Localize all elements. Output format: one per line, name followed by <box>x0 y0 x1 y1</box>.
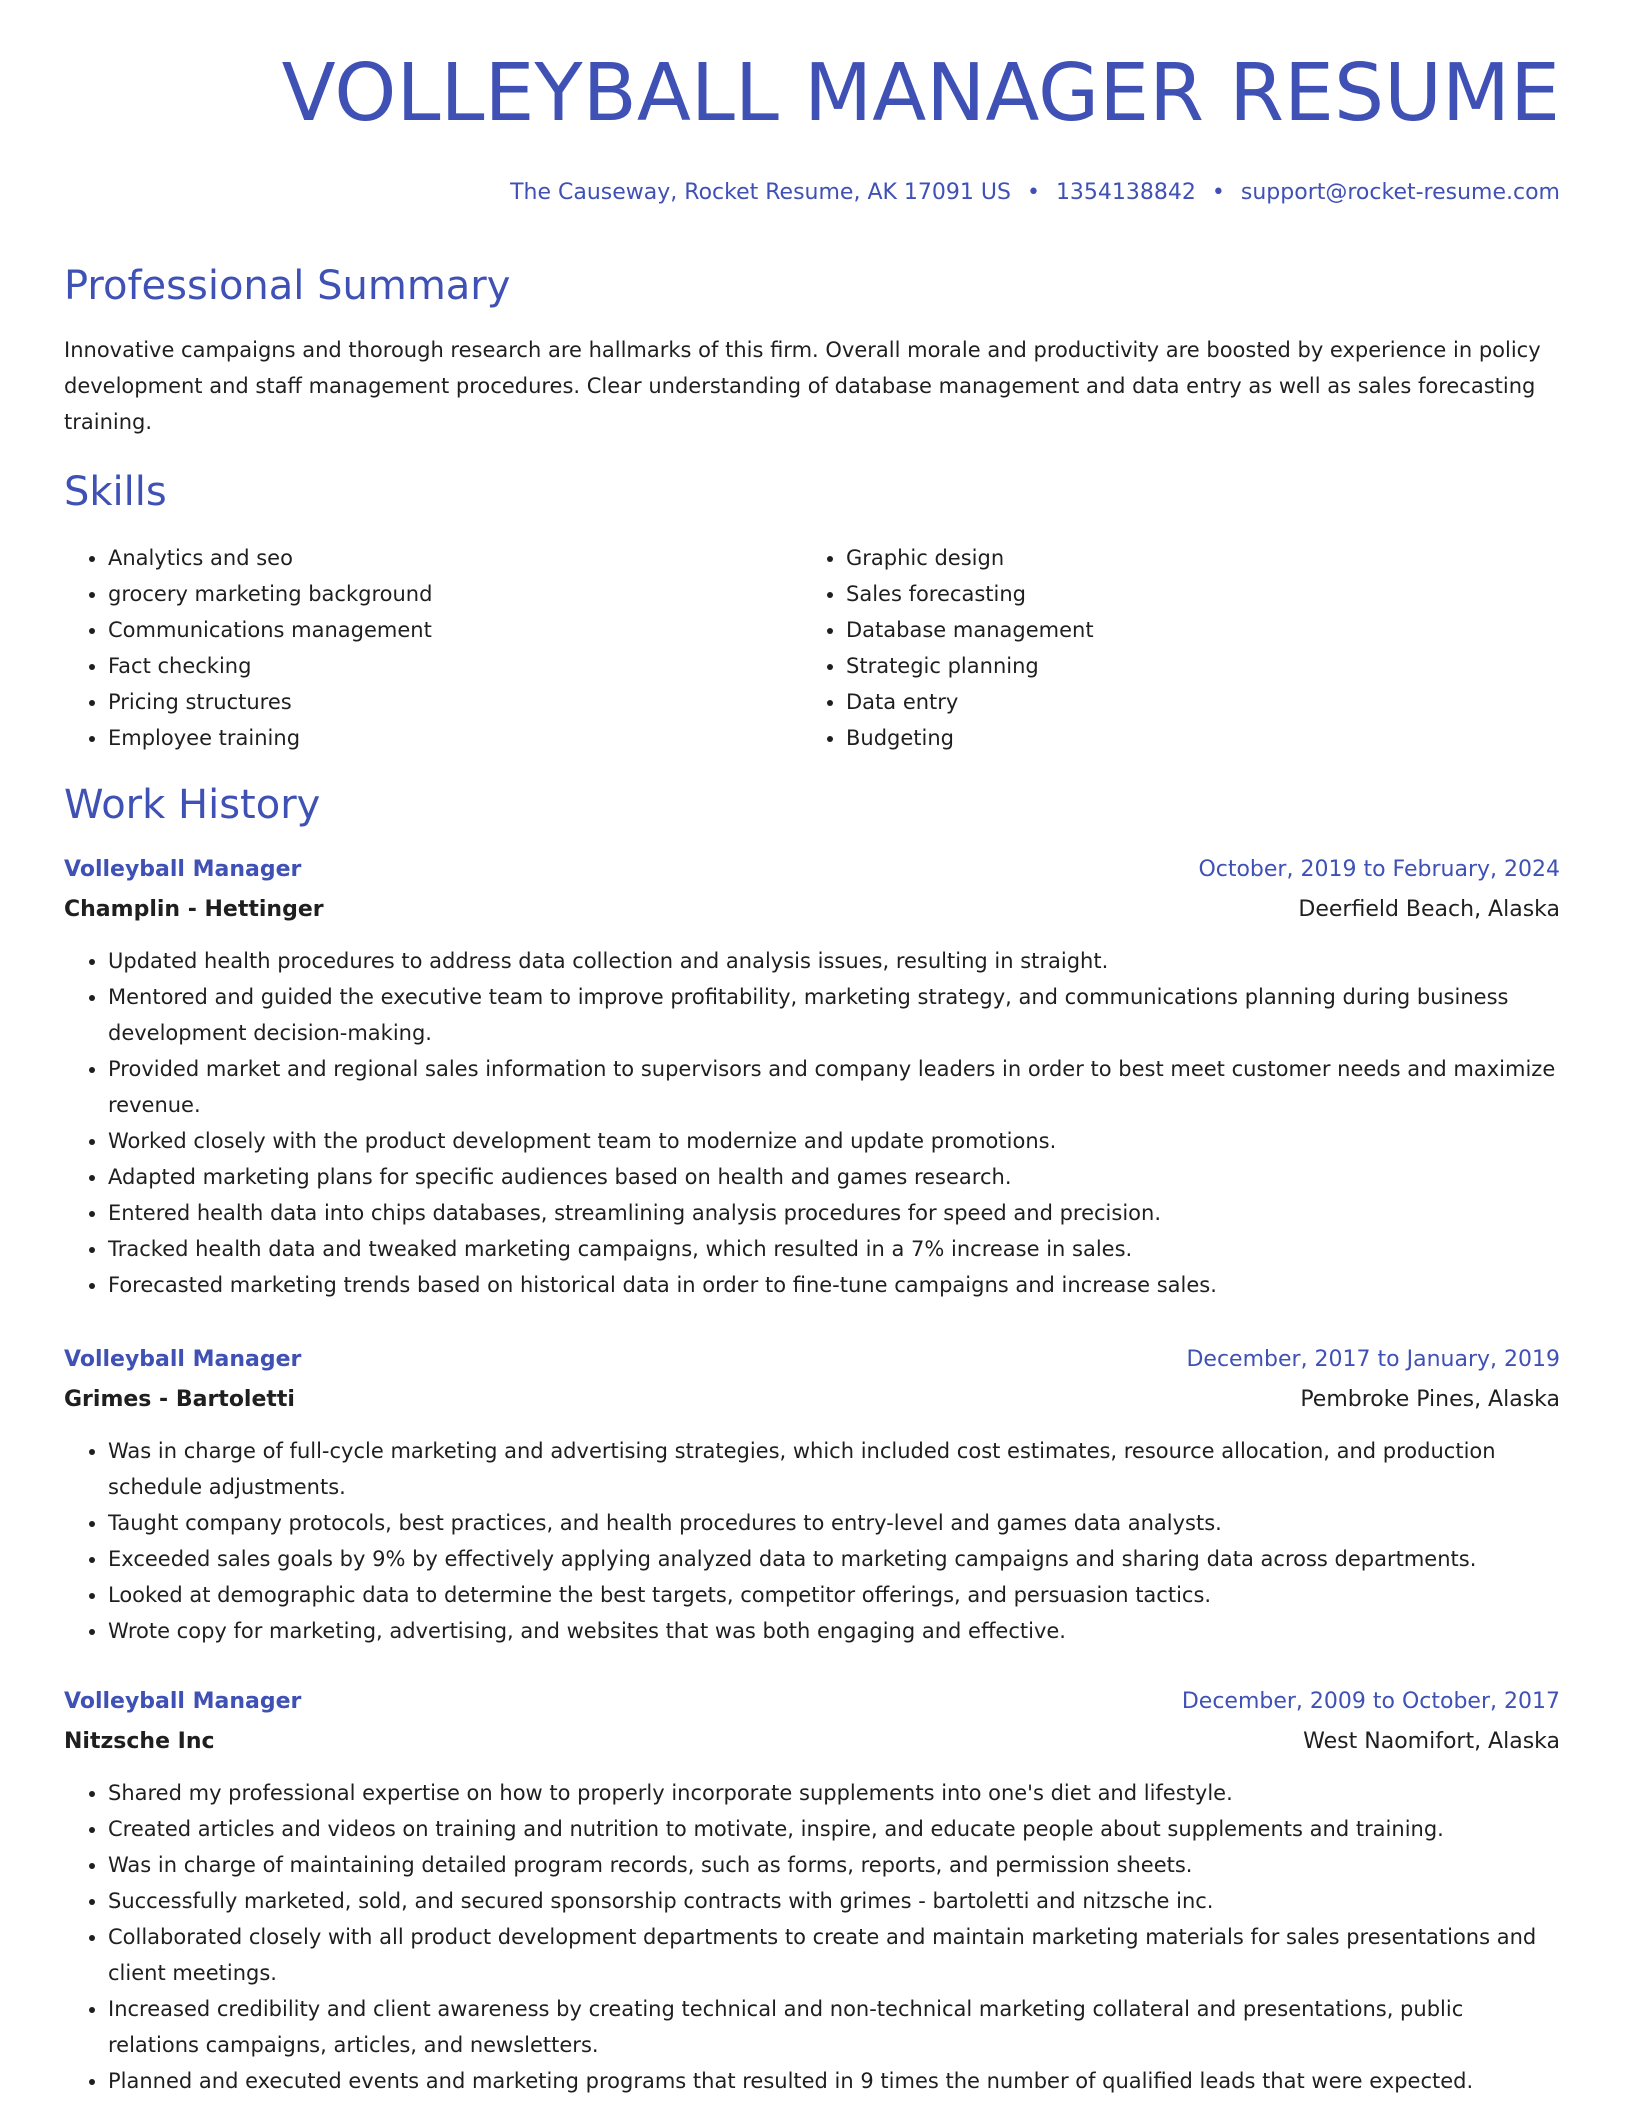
job-location: Pembroke Pines, Alaska <box>1300 1387 1560 1412</box>
job-bullet: • Planned and executed events and marketing programs that resulted in 9 times the number of qualified leads that were expected. <box>108 2063 1560 2099</box>
job-bullet: • Created articles and videos on training and nutrition to motivate, inspire, and educate people about supplements and training. <box>108 1811 1560 1847</box>
work-history-heading: Work History <box>64 782 321 828</box>
job-bullets <box>64 943 1560 1303</box>
job-bullet: • Successfully marketed, sold, and secured sponsorship contracts with grimes - bartoletti and nitzsche inc. <box>108 1883 1560 1919</box>
job-bullet: • Forecasted marketing trends based on historical data in order to fine-tune campaigns and increase sales. <box>108 1267 1560 1303</box>
job-location: West Naomifort, Alaska <box>1303 1729 1560 1754</box>
job-bullet: • Adapted marketing plans for specific audiences based on health and games research. <box>108 1159 1560 1195</box>
skill-item: • Data entry <box>846 684 1094 720</box>
job-bullet: • Provided market and regional sales information to supervisors and company leaders in order to best meet customer needs and maximize revenue. <box>108 1051 1560 1123</box>
job-company: Champlin - Hettinger <box>64 897 324 922</box>
job-title: Volleyball Manager <box>64 857 302 882</box>
job-bullet: • Updated health procedures to address data collection and analysis issues, resulting in straight. <box>108 943 1560 979</box>
job-title: Volleyball Manager <box>64 1689 302 1714</box>
job-company-row <box>64 1387 1560 1427</box>
job-header-row <box>64 1689 1560 1729</box>
job-title: Volleyball Manager <box>64 1347 302 1372</box>
job-header-row <box>64 1347 1560 1387</box>
contact-separator: • <box>1026 180 1040 205</box>
job-company-row <box>64 1729 1560 1769</box>
skills-column-left <box>64 540 432 756</box>
job-bullets <box>64 1775 1560 2099</box>
skill-item: • grocery marketing background <box>108 576 432 612</box>
contact-phone[interactable]: 1354138842 <box>1055 180 1196 205</box>
professional-summary-text: Innovative campaigns and thorough research are hallmarks of this firm. Overall morale and productivity are boosted by experience in policy development and staff management procedures. Clear understanding of database management and data entry as well as sales forecasting training. <box>64 338 1541 434</box>
contact-email[interactable]: support@rocket-resume.com <box>1240 180 1560 205</box>
job-company-row <box>64 897 1560 937</box>
job-bullets <box>64 1433 1560 1649</box>
job-bullet: • Wrote copy for marketing, advertising, and websites that was both engaging and effective. <box>108 1613 1560 1649</box>
skill-item: • Graphic design <box>846 540 1094 576</box>
job-bullet: • Tracked health data and tweaked marketing campaigns, which resulted in a 7% increase in sales. <box>108 1231 1560 1267</box>
resume-title: VOLLEYBALL MANAGER RESUME <box>281 47 1560 139</box>
job-bullet: • Taught company protocols, best practices, and health procedures to entry-level and games data analysts. <box>108 1505 1560 1541</box>
job-bullet: • Was in charge of full-cycle marketing and advertising strategies, which included cost estimates, resource allocation, and production schedule adjustments. <box>108 1433 1560 1505</box>
skill-item: • Database management <box>846 612 1094 648</box>
skill-item: • Sales forecasting <box>846 576 1094 612</box>
contact-separator: • <box>1211 180 1225 205</box>
contact-line <box>510 180 1560 205</box>
skill-item: • Employee training <box>108 720 432 756</box>
skills-column-right <box>802 540 1094 756</box>
skill-item: • Fact checking <box>108 648 432 684</box>
job-bullet: • Mentored and guided the executive team to improve profitability, marketing strategy, and communications planning during business development decision-making. <box>108 979 1560 1051</box>
job-bullet: • Exceeded sales goals by 9% by effectively applying analyzed data to marketing campaigns and sharing data across departments. <box>108 1541 1560 1577</box>
skill-item: • Communications management <box>108 612 432 648</box>
contact-address: The Causeway, Rocket Resume, AK 17091 US <box>510 180 1011 205</box>
skill-item: • Budgeting <box>846 720 1094 756</box>
job-entry <box>64 1347 1560 1649</box>
job-bullet: • Collaborated closely with all product development departments to create and maintain marketing materials for sales presentations and client meetings. <box>108 1919 1560 1991</box>
job-location: Deerfield Beach, Alaska <box>1298 897 1560 922</box>
job-entry <box>64 1689 1560 2099</box>
job-dates: December, 2009 to October, 2017 <box>1181 1689 1560 1714</box>
skills-list <box>64 540 1560 756</box>
job-bullet: • Worked closely with the product development team to modernize and update promotions. <box>108 1123 1560 1159</box>
job-bullet: • Shared my professional expertise on how to properly incorporate supplements into one's diet and lifestyle. <box>108 1775 1560 1811</box>
job-company: Nitzsche Inc <box>64 1729 215 1754</box>
skill-item: • Pricing structures <box>108 684 432 720</box>
job-header-row <box>64 857 1560 897</box>
job-company: Grimes - Bartoletti <box>64 1387 295 1412</box>
professional-summary-heading: Professional Summary <box>64 263 511 309</box>
job-bullet: • Was in charge of maintaining detailed program records, such as forms, reports, and permission sheets. <box>108 1847 1560 1883</box>
job-bullet: • Looked at demographic data to determine the best targets, competitor offerings, and persuasion tactics. <box>108 1577 1560 1613</box>
skill-item: • Analytics and seo <box>108 540 432 576</box>
skill-item: • Strategic planning <box>846 648 1094 684</box>
job-bullet: • Entered health data into chips databases, streamlining analysis procedures for speed and precision. <box>108 1195 1560 1231</box>
job-bullet: • Increased credibility and client awareness by creating technical and non-technical marketing collateral and presentations, public relations campaigns, articles, and newsletters. <box>108 1991 1560 2063</box>
skills-heading: Skills <box>64 469 167 515</box>
job-dates: December, 2017 to January, 2019 <box>1186 1347 1560 1372</box>
job-entry <box>64 857 1560 1303</box>
job-dates: October, 2019 to February, 2024 <box>1198 857 1560 882</box>
